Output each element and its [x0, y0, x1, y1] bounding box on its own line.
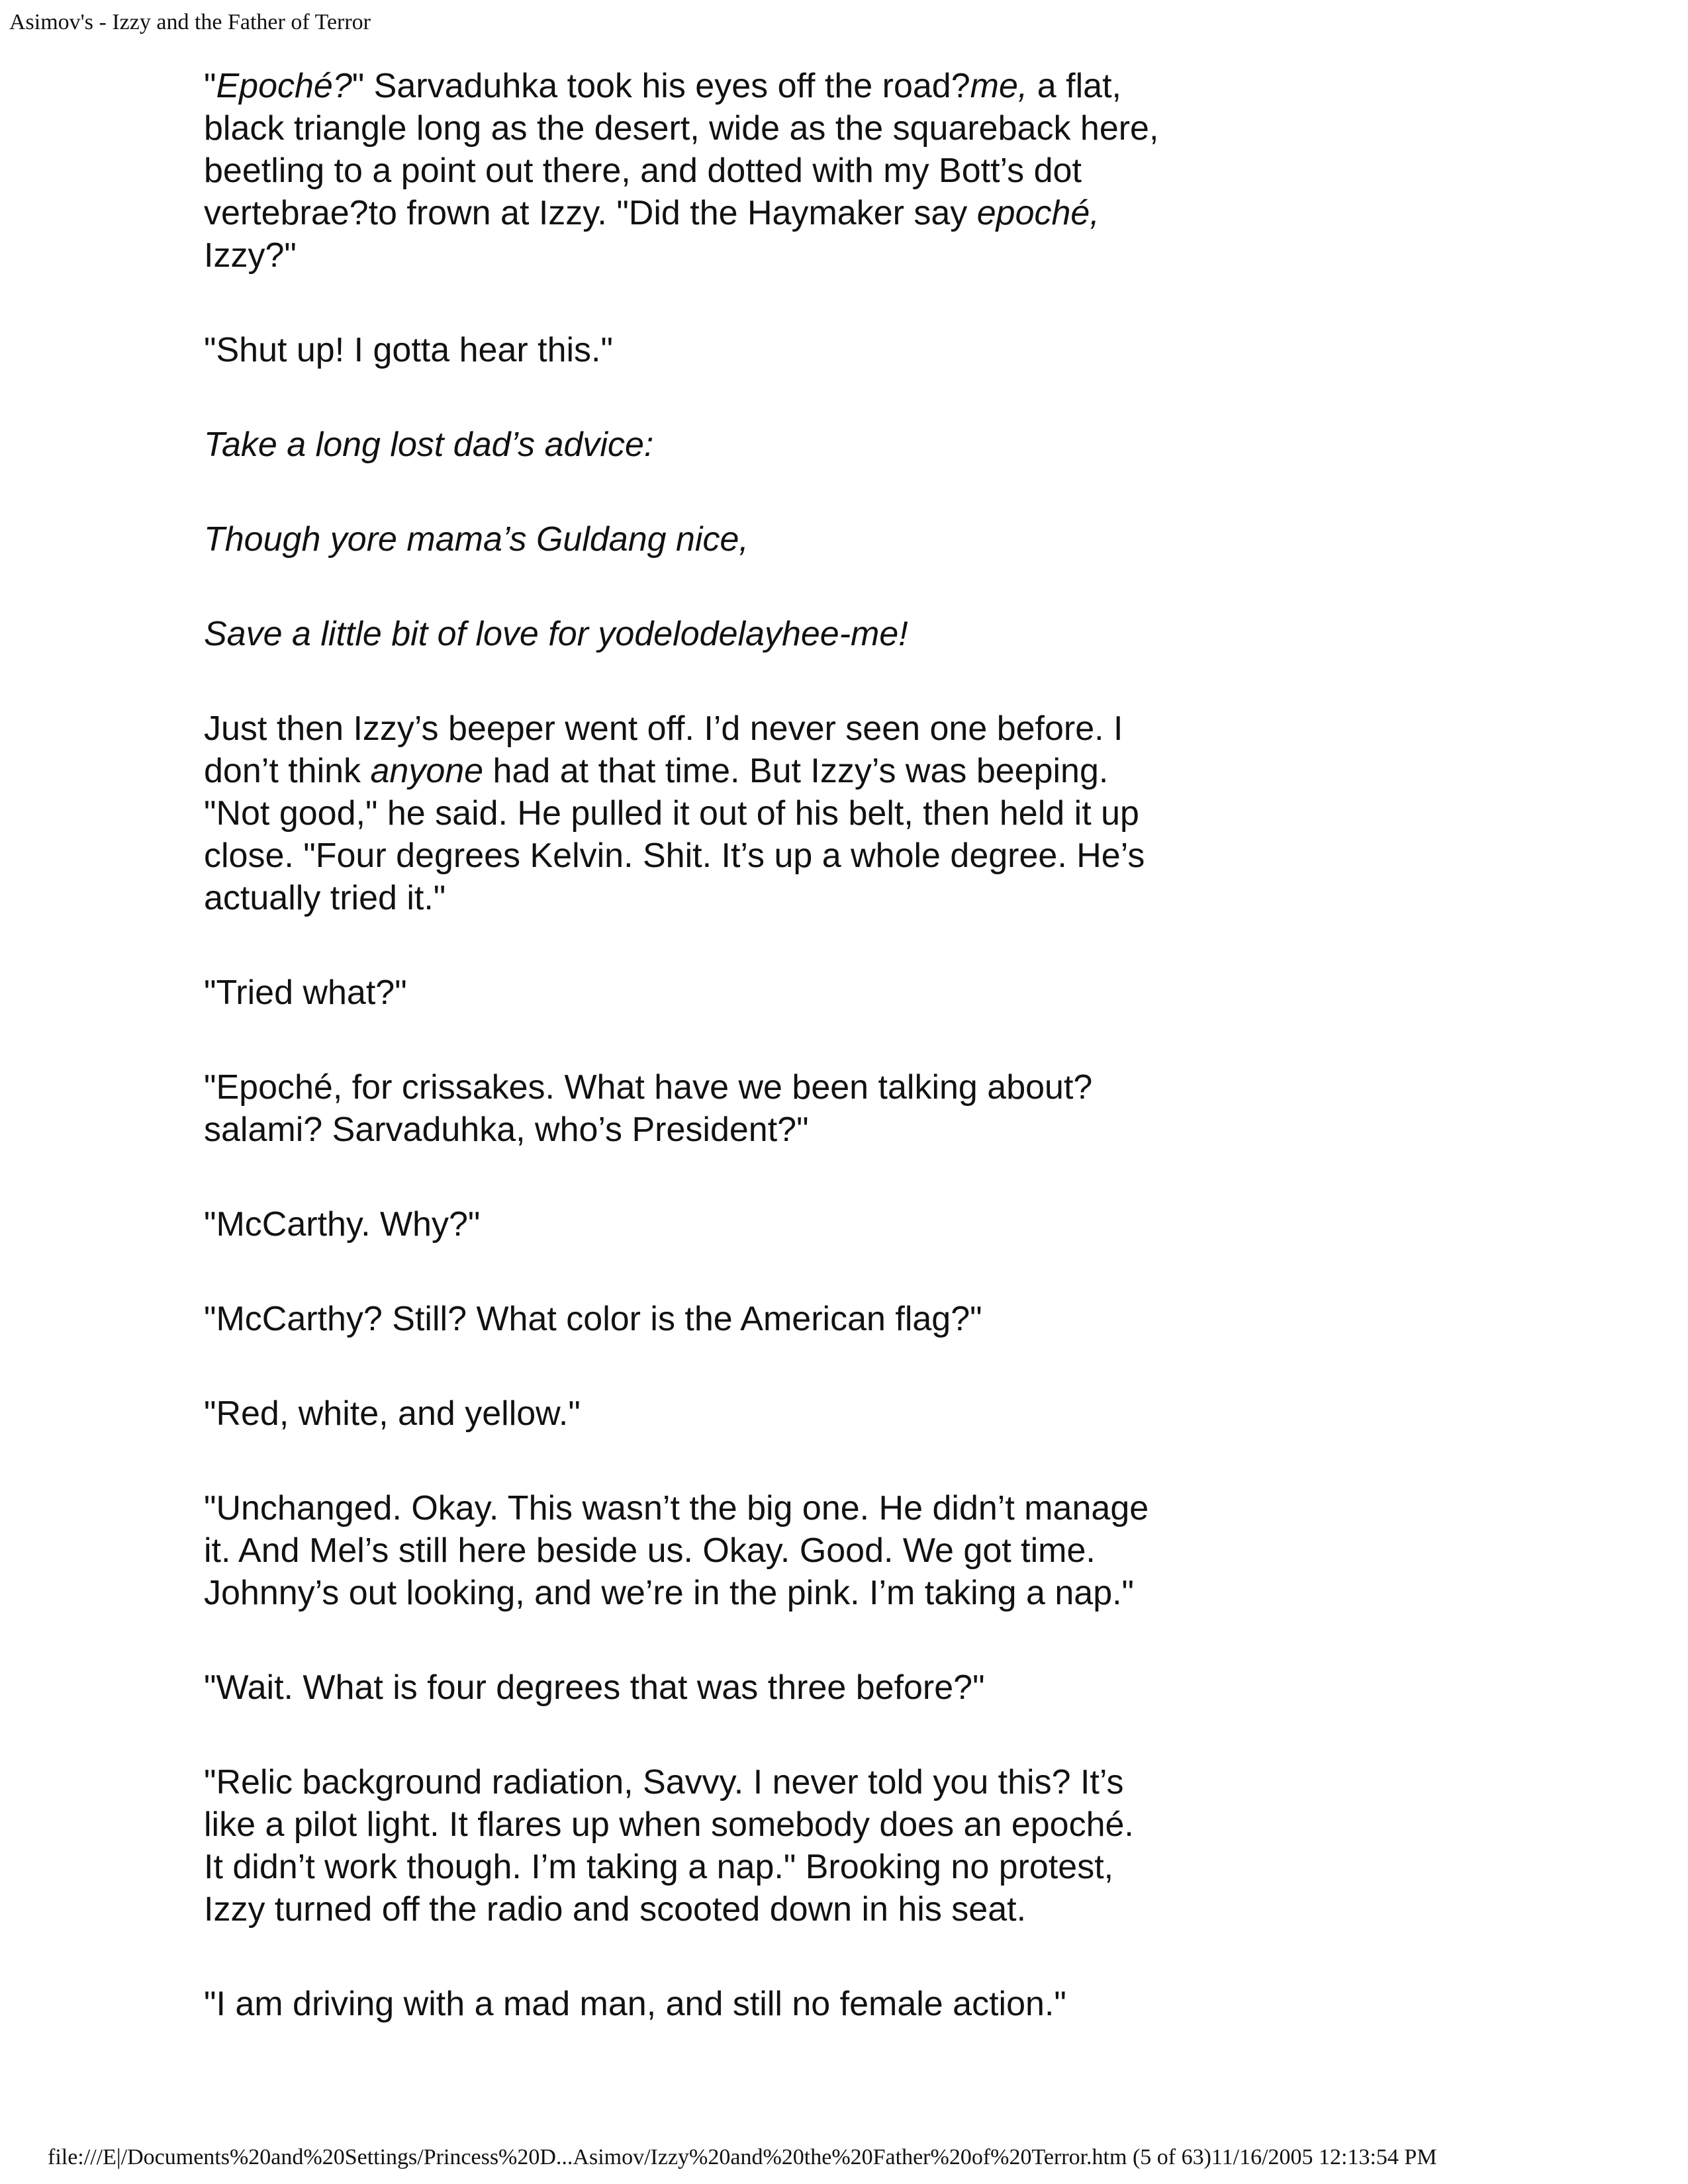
text-segment: actually tried it.": [204, 879, 446, 917]
text-segment: vertebrae?to frown at Izzy. "Did the Haymaker say: [204, 194, 977, 232]
text-segment: "Wait. What is four degrees that was three before?": [204, 1668, 985, 1707]
body-paragraph: [204, 613, 1237, 655]
body-paragraph: [204, 1203, 1237, 1246]
page-header-title: Asimov's - Izzy and the Father of Terror: [9, 10, 371, 34]
body-paragraph: [204, 329, 1237, 371]
text-segment: "Epoché, for crissakes. What have we been talking about?: [204, 1068, 1093, 1107]
italic-text-segment: Epoché?: [216, 67, 352, 105]
text-segment: "Red, white, and yellow.": [204, 1394, 581, 1433]
italic-text-segment: Though yore mama’s Guldang nice,: [204, 520, 749, 559]
text-segment: beetling to a point out there, and dotted with my Bott’s dot: [204, 152, 1082, 190]
italic-text-segment: epoché,: [976, 194, 1100, 232]
text-segment: "McCarthy? Still? What color is the American flag?": [204, 1300, 982, 1338]
body-paragraph: [204, 424, 1237, 466]
text-segment: like a pilot light. It flares up when somebody does an epoché.: [204, 1805, 1134, 1844]
text-segment: Just then Izzy’s beeper went off. I’d never seen one before. I: [204, 709, 1123, 748]
body-paragraph: [204, 972, 1237, 1014]
text-segment: Johnny’s out looking, and we’re in the pink. I’m taking a nap.": [204, 1574, 1135, 1612]
text-segment: a flat,: [1027, 67, 1121, 105]
text-segment: Izzy turned off the radio and scooted down in his seat.: [204, 1890, 1027, 1929]
body-paragraph: [204, 1487, 1237, 1614]
text-segment: don’t think: [204, 752, 371, 790]
body-paragraph: [204, 518, 1237, 561]
body-paragraph: [204, 1983, 1237, 2025]
text-segment: "Shut up! I gotta hear this.": [204, 331, 613, 369]
text-segment: "Relic background radiation, Savvy. I never told you this? It’s: [204, 1763, 1124, 1801]
text-segment: close. "Four degrees Kelvin. Shit. It’s up a whole degree. He’s: [204, 837, 1145, 875]
text-segment: black triangle long as the desert, wide as the squareback here,: [204, 109, 1159, 148]
italic-text-segment: me,: [970, 67, 1028, 105]
body-paragraph: [204, 65, 1237, 277]
italic-text-segment: Take a long lost dad’s advice:: [204, 426, 654, 464]
body-paragraph: [204, 1066, 1237, 1151]
text-segment: Izzy?": [204, 236, 297, 275]
text-segment: It didn’t work though. I’m taking a nap." Brooking no protest,: [204, 1848, 1114, 1886]
body-paragraph: [204, 1666, 1237, 1709]
body-paragraph: [204, 1761, 1237, 1931]
text-segment: salami? Sarvaduhka, who’s President?": [204, 1111, 809, 1149]
text-segment: ": [204, 67, 216, 105]
body-paragraph: [204, 1298, 1237, 1340]
article-body: [204, 65, 1237, 2025]
text-segment: " Sarvaduhka took his eyes off the road?: [352, 67, 970, 105]
text-segment: "Unchanged. Okay. This wasn’t the big one. He didn’t manage: [204, 1489, 1149, 1527]
text-segment: "Tried what?": [204, 974, 407, 1012]
body-paragraph: [204, 707, 1237, 919]
italic-text-segment: Save a little bit of love for yodelodelayhee-me!: [204, 615, 908, 653]
body-paragraph: [204, 1392, 1237, 1435]
text-segment: "Not good," he said. He pulled it out of his belt, then held it up: [204, 794, 1139, 833]
text-segment: had at that time. But Izzy’s was beeping.: [483, 752, 1109, 790]
text-segment: "I am driving with a mad man, and still no female action.": [204, 1985, 1066, 2023]
text-segment: it. And Mel’s still here beside us. Okay. Good. We got time.: [204, 1531, 1096, 1570]
page-footer-url: file:///E|/Documents%20and%20Settings/Princess%20D...Asimov/Izzy%20and%20the%20Father%20of%20Terror.htm (5 of 63)11/16/2005 12:13:54 PM: [48, 2145, 1437, 2169]
text-segment: "McCarthy. Why?": [204, 1205, 481, 1244]
italic-text-segment: anyone: [370, 752, 484, 790]
